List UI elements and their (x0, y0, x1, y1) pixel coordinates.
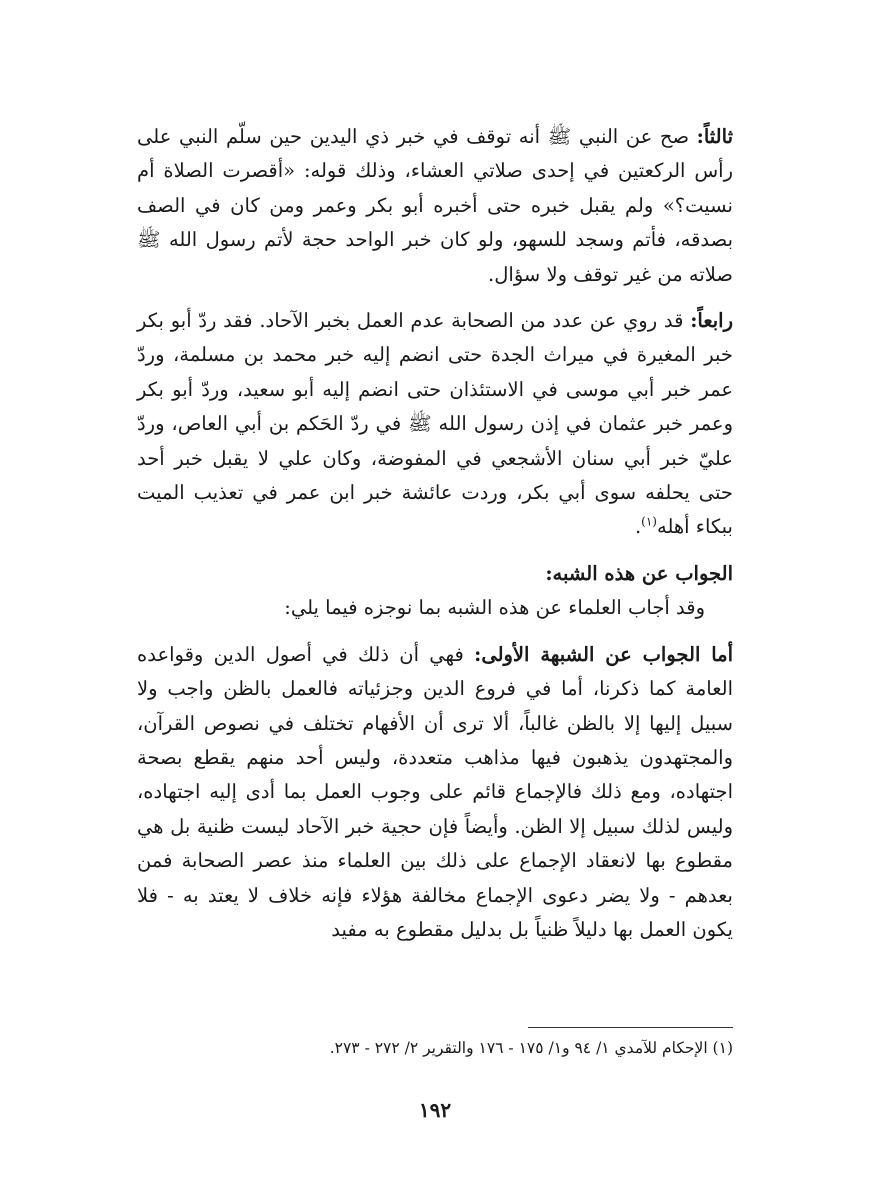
paragraph-fourth-lead: رابعاً: (690, 309, 733, 333)
footnote-reference: (١) (641, 514, 657, 529)
paragraph-third-body: صح عن النبي ﷺ أنه توقف في خبر ذي اليدين حين سلّم النبي على رأس الركعتين في إحدى صلاتي العشاء، وذلك قوله: «أقصرت الصلاة أم نسيت؟» ولم يقبل خبره حتى أخبره أبو بكر وعمر ومن كان في الصف بصدقه، فأتم وسجد للسهو، ولو كان خبر الواحد حجة لأتم رسول الله ﷺ صلاته من غير توقف ولا سؤال. (137, 125, 733, 286)
paragraph-third-lead: ثالثاً: (696, 125, 733, 148)
answer-intro: وقد أجاب العلماء عن هذه الشبه بما نوجزه فيما يلي: (284, 596, 705, 620)
main-text (137, 120, 733, 947)
paragraph-third (137, 120, 733, 292)
footnote: (١) الإحكام للآمدي ١/ ٩٤ و١/ ١٧٥ - ١٧٦ والتقرير ٢/ ٢٧٢ - ٢٧٣. (329, 1039, 733, 1057)
paragraph-fourth-body: قد روي عن عدد من الصحابة عدم العمل بخبر الآحاد. فقد ردّ أبو بكر خبر المغيرة في ميراث الجدة حتى انضم إليه خبر محمد بن مسلمة، وردّ عمر خبر أبي موسى في الاستئذان حتى انضم إليه أبو سعيد، وردّ أبو بكر وعمر خبر عثمان في إذن رسول الله ﷺ في ردّ الحَكم بن أبي العاص، وردّ عليّ خبر أبي سنان الأشجعي في المفوضة، وكان علي لا يقبل خبر أحد حتى يحلفه سوى أبي بكر، وردت عائشة خبر ابن عمر في تعذيب الميت ببكاء أهله (137, 309, 733, 539)
page-number: ١٩٢ (418, 1098, 452, 1122)
paragraph-fourth-end: . (634, 515, 642, 539)
section-heading: الجواب عن هذه الشبه: (545, 561, 733, 585)
paragraph-first-answer-lead: أما الجواب عن الشبهة الأولى: (474, 642, 734, 666)
paragraph-first-answer (137, 638, 733, 948)
paragraph-first-answer-body: فهي أن ذلك في أصول الدين وقواعده العامة كما ذكرنا، أما في فروع الدين وجزئياته فالعمل بالظن واجب ولا سبيل إليها إلا بالظن غالباً، ألا ترى أن الأفهام تختلف في نصوص القرآن، والمجتهدون يذهبون فيها مذاهب متعددة، وليس أحد منهم يقطع بصحة اجتهاده، ومع ذلك فالإجماع قائم على وجوب العمل بما أدى إليه اجتهاده، وليس لذلك سبيل إلا الظن. وأيضاً فإن حجية خبر الآحاد ليست ظنية بل هي مقطوع بها لانعقاد الإجماع على ذلك بين العلماء منذ عصر الصحابة فمن بعدهم - ولا يضر دعوى الإجماع مخالفة هؤلاء فإنه خلاف لا يعتد به - فلا يكون العمل بها دليلاً ظنياً بل بدليل مقطوع به مفيد (137, 642, 733, 941)
paragraph-fourth (137, 304, 733, 545)
footnote-divider (528, 1027, 733, 1028)
